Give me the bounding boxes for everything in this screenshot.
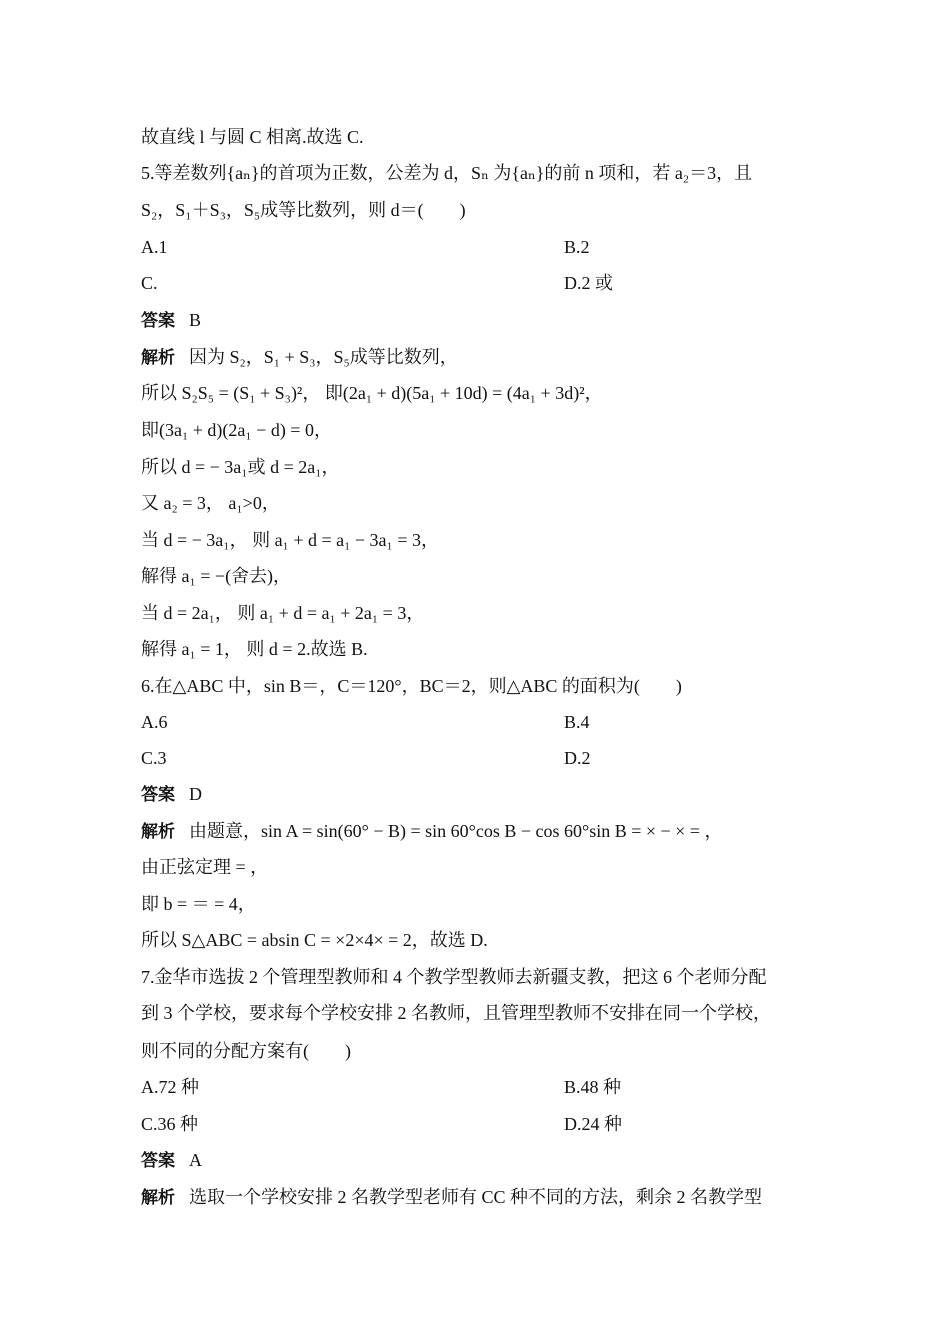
explanation-line: 即(3a₁ + d)(2a₁ − d) = 0，	[141, 420, 332, 440]
explanation-line: 所以 S₂S₅ = (S₁ + S₃)²， 即(2a₁ + d)(5a₁ + 10d) = (4a₁ + 3d)²，	[141, 383, 603, 403]
question-7-stem: 7.金华市选拔 2 个管理型教师和 4 个教学型教师去新疆支教，把这 6 个老师分配	[141, 967, 767, 987]
explanation-line: 即 b = ＝ = 4，	[141, 894, 256, 914]
option-b: B.4	[564, 712, 590, 732]
option-c: C.3	[141, 748, 167, 768]
question-5-stem-cont: S₂，S₁＋S₃，S₅成等比数列，则 d＝( )	[141, 200, 466, 220]
question-7-stem-cont: 到 3 个学校，要求每个学校安排 2 名教师，且管理型教师不安排在同一个学校，	[141, 1003, 771, 1023]
option-d: D.2	[564, 748, 591, 768]
answer-row	[141, 1148, 202, 1173]
explanation-row	[141, 1185, 762, 1210]
option-b: B.48 种	[564, 1077, 622, 1097]
explanation-line: 当 d = 2a₁， 则 a₁ + d = a₁ + 2a₁ = 3，	[141, 603, 425, 623]
explanation-line: 由正弦定理 = ，	[141, 857, 269, 877]
answer-label: 答案	[141, 1151, 175, 1171]
explanation-line: 解得 a₁ = −(舍去)，	[141, 566, 292, 586]
option-row	[141, 710, 590, 734]
text-line: 故直线 l 与圆 C 相离.故选 C.	[141, 127, 364, 147]
answer-row	[141, 782, 202, 807]
explanation-line: 又 a₂ = 3， a₁>0，	[141, 493, 280, 513]
answer-value: B	[189, 310, 202, 330]
option-a: A.1	[141, 237, 168, 257]
option-c: C.	[141, 273, 158, 293]
question-7-stem-cont: 则不同的分配方案有( )	[141, 1041, 351, 1061]
explanation-row	[141, 819, 723, 844]
option-a: A.6	[141, 712, 168, 732]
option-c: C.36 种	[141, 1114, 199, 1134]
answer-row	[141, 308, 201, 333]
option-b: B.2	[564, 237, 590, 257]
explanation-label: 解析	[141, 822, 175, 842]
explanation-line: 所以 S△ABC = absin C = ×2×4× = 2，故选 D.	[141, 930, 488, 950]
answer-label: 答案	[141, 785, 175, 805]
answer-value: A	[189, 1150, 202, 1170]
question-6-stem: 6.在△ABC 中，sin B＝，C＝120°，BC＝2，则△ABC 的面积为( )	[141, 676, 682, 696]
option-row	[141, 1075, 622, 1099]
option-a: A.72 种	[141, 1077, 199, 1097]
explanation-row	[141, 345, 458, 370]
explanation-text: 因为 S₂，S₁ + S₃，S₅成等比数列，	[189, 347, 458, 367]
answer-label: 答案	[141, 311, 175, 331]
option-row	[141, 235, 590, 259]
option-row	[141, 746, 591, 770]
explanation-line: 所以 d = − 3a₁或 d = 2a₁，	[141, 457, 340, 477]
explanation-line: 当 d = − 3a₁， 则 a₁ + d = a₁ − 3a₁ = 3，	[141, 530, 439, 550]
explanation-text: 选取一个学校安排 2 名教学型老师有 CC 种不同的方法，剩余 2 名教学型	[189, 1187, 763, 1207]
option-d: D.2 或	[564, 273, 613, 293]
explanation-label: 解析	[141, 1188, 175, 1208]
option-row	[141, 271, 613, 295]
answer-value: D	[189, 784, 202, 804]
question-5-stem: 5.等差数列{aₙ}的首项为正数，公差为 d，Sₙ 为{aₙ}的前 n 项和，若 a₂＝3，且	[141, 163, 753, 183]
option-row	[141, 1112, 622, 1136]
explanation-text: 由题意，sin A = sin(60° − B) = sin 60°cos B − cos 60°sin B = × − × = ，	[189, 821, 723, 841]
explanation-label: 解析	[141, 348, 175, 368]
explanation-line: 解得 a₁ = 1， 则 d = 2.故选 B.	[141, 639, 368, 659]
option-d: D.24 种	[564, 1114, 622, 1134]
